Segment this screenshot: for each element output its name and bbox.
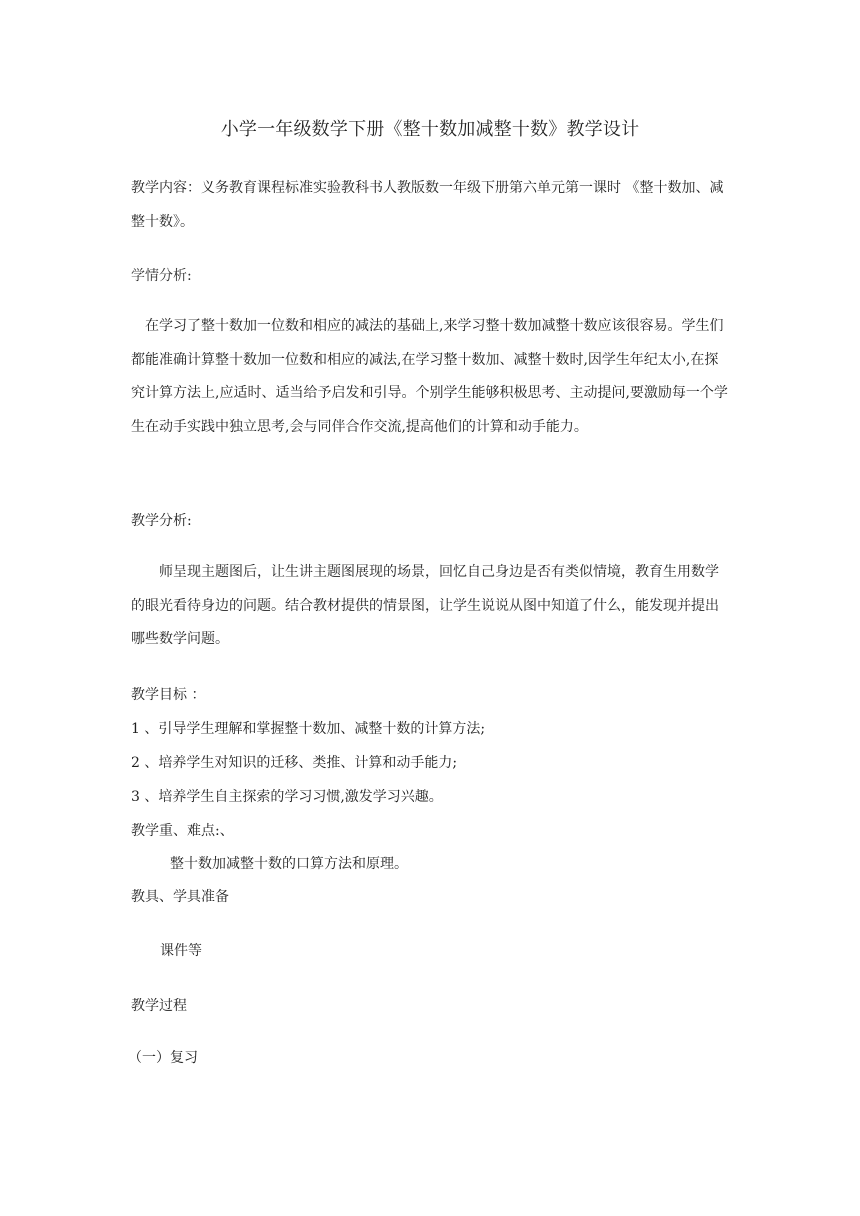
teaching-analysis-heading: 教学分析: xyxy=(131,513,192,529)
document-title: 小学一年级数学下册《整十数加减整十数》教学设计 xyxy=(220,119,640,140)
student-analysis-paragraph: 在学习了整十数加一位数和相应的减法的基础上,来学习整十数加减整十数应该很容易。学生们都能准确计算整十数加一位数和相应的减法,在学习整十数加、减整十数时,因学生年纪太小,在探究计算方法上,应适时、适当给予启发和引导。个别学生能够积极思考、主动提问,要激励每一个学生在动手实践中独立思考,会与同伴合作交流,提高他们的计算和动手能力。 xyxy=(131,318,728,435)
key-points-heading: 教学重、难点:、 xyxy=(131,823,234,839)
goal-item-2: 2 、培养学生对知识的迁移、类推、计算和动手能力; xyxy=(131,755,458,771)
tools-heading: 教具、学具准备 xyxy=(131,889,229,905)
process-heading: 教学过程 xyxy=(131,998,187,1014)
key-points-body: 整十数加减整十数的口算方法和原理。 xyxy=(170,856,408,872)
goal-item-3: 3 、培养学生自主探索的学习习惯,激发学习兴趣。 xyxy=(131,789,443,805)
student-analysis-heading: 学情分析: xyxy=(131,268,192,284)
goals-heading: 教学目标 ： xyxy=(131,687,206,703)
review-heading: （一）复习 xyxy=(128,1050,198,1066)
teaching-analysis-paragraph: 师呈现主题图后，让生讲主题图展现的场景，回忆自己身边是否有类似情境，教育生用数学的眼光看待身边的问题。结合教材提供的情景图，让学生说说从图中知道了什么，能发现并提出哪些数学问题。 xyxy=(131,564,719,647)
teaching-content-paragraph: 教学内容：义务教育课程标准实验教科书人教版数一年级下册第六单元第一课时 《整十数加、减整十数》。 xyxy=(131,180,724,230)
tools-body: 课件等 xyxy=(160,943,202,959)
goal-item-1: 1 、引导学生理解和掌握整十数加、减整十数的计算方法; xyxy=(131,721,486,737)
